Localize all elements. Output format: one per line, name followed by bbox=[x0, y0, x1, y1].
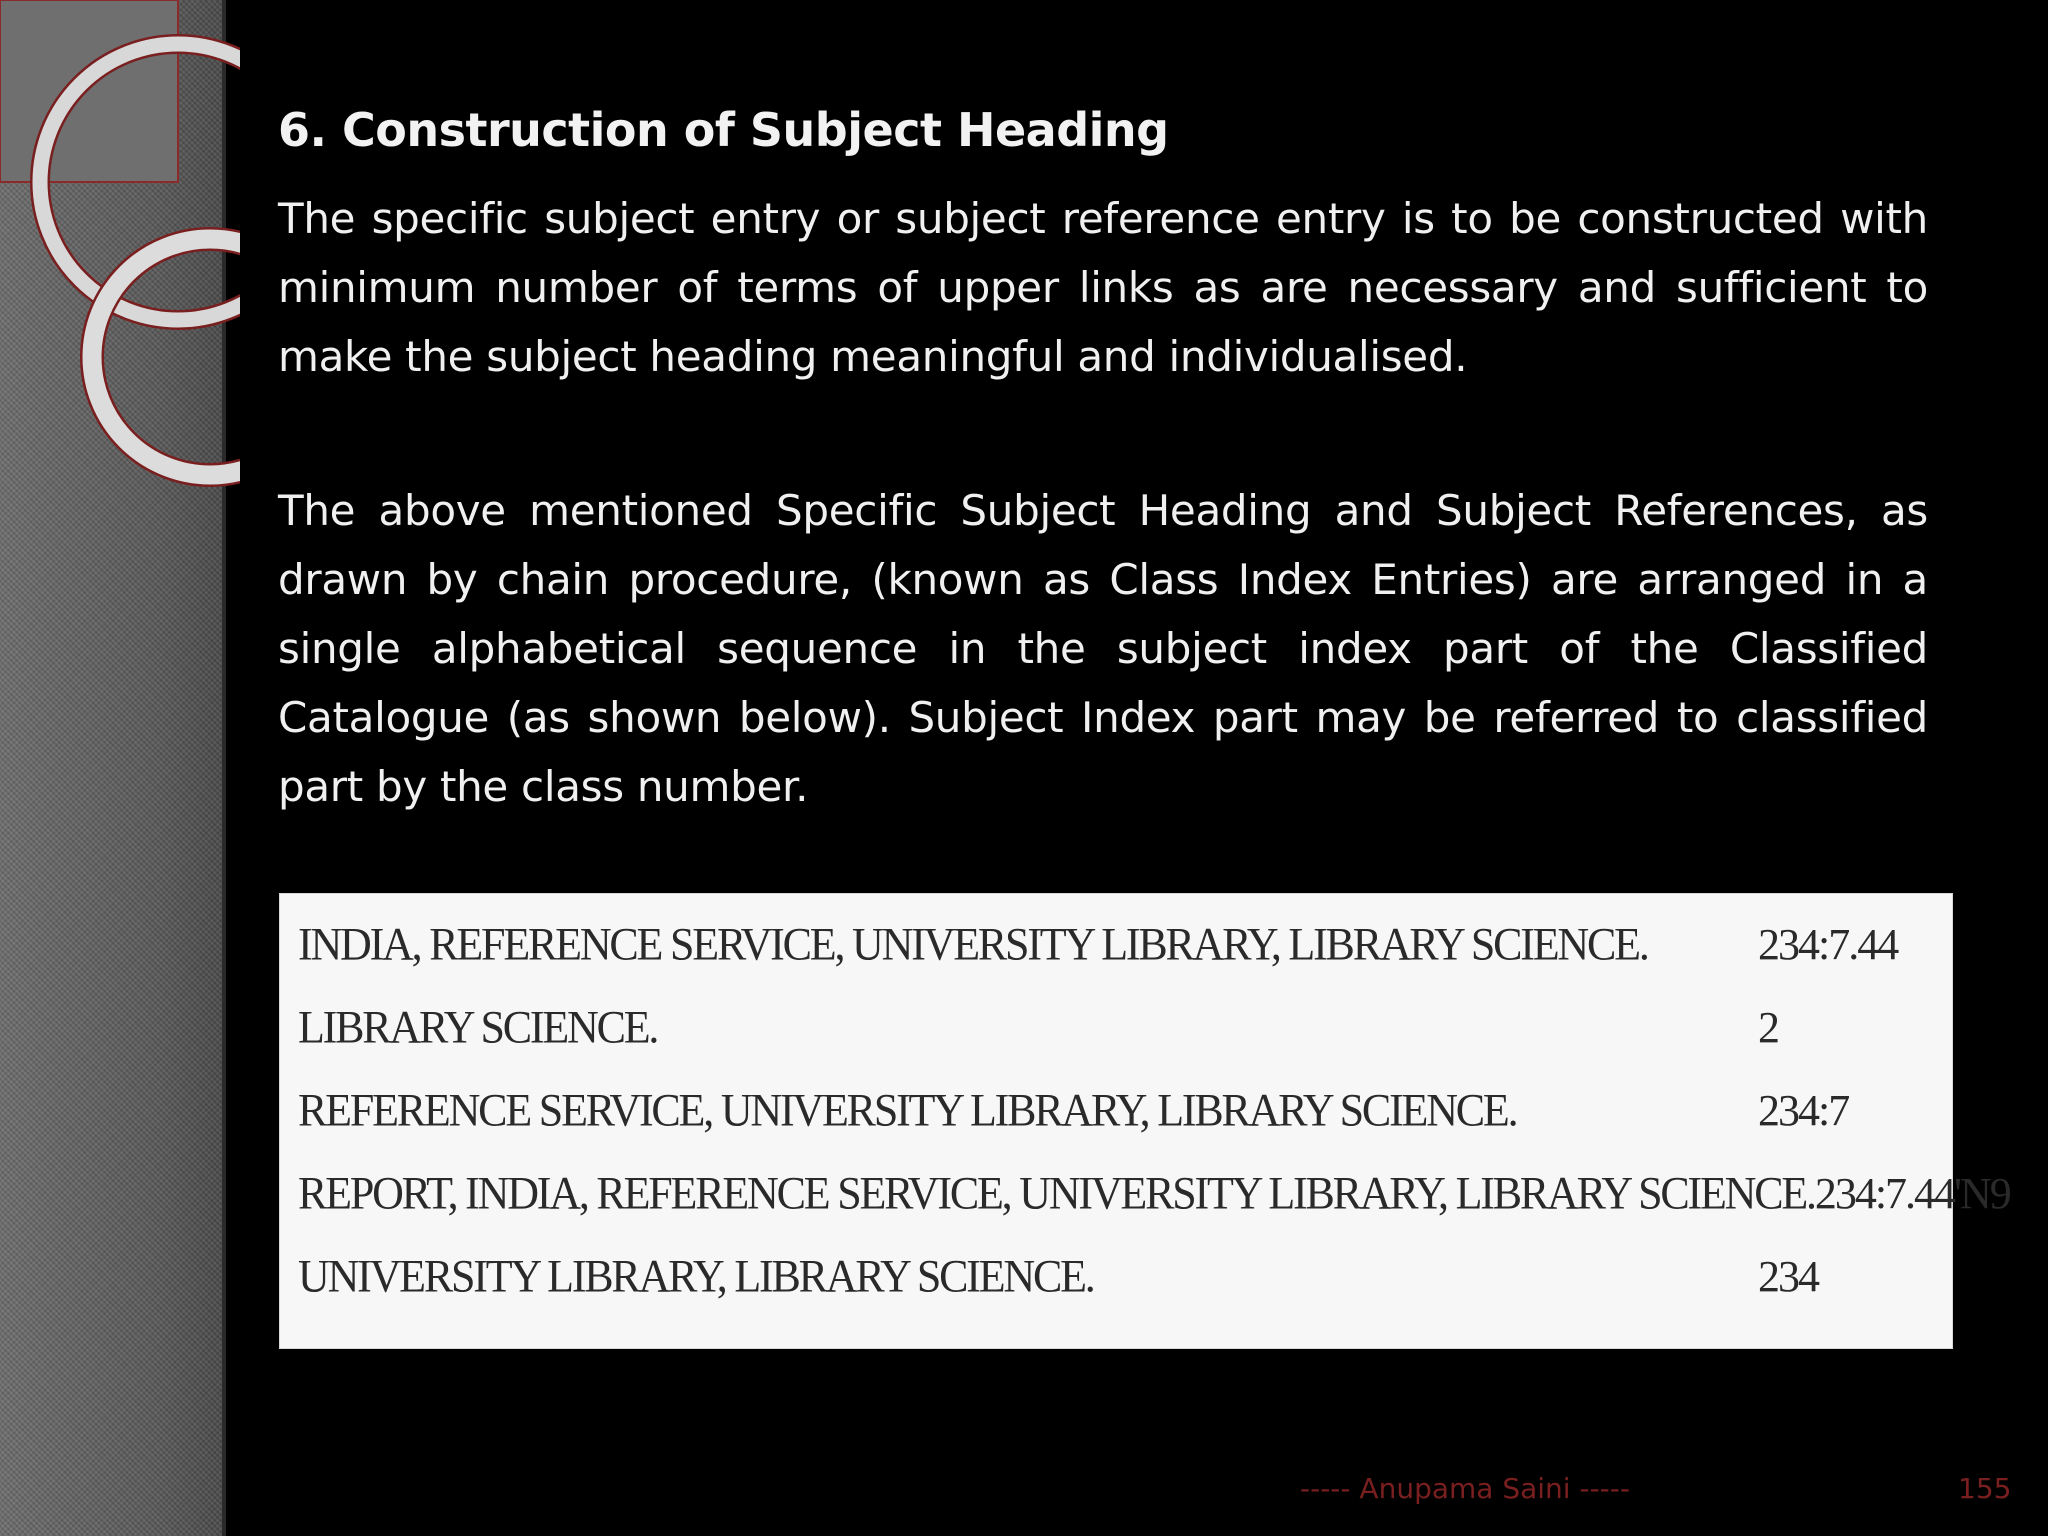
index-entry-heading: REFERENCE SERVICE, UNIVERSITY LIBRARY, LIBRARY SCIENCE. bbox=[298, 1084, 1517, 1136]
paragraph-class-index: The above mentioned Specific Subject Heading and Subject References, as drawn by chain procedure, (known as Class Index Entries) are arranged in a single alphabetical sequence in the subject index part of the Classified Catalogue (as shown below). Subject Index part may be referred to classified part by the class number. bbox=[278, 486, 1928, 811]
index-entry bbox=[298, 1246, 1938, 1306]
decorative-rings-icon bbox=[0, 0, 240, 500]
page-number: 155 bbox=[1958, 1472, 2012, 1505]
index-entry bbox=[298, 1163, 2010, 1223]
index-entry-class-number: 2 bbox=[1758, 1002, 1778, 1052]
index-entry-class-number: 234:7.44 bbox=[1758, 919, 1898, 969]
index-entry-heading: INDIA, REFERENCE SERVICE, UNIVERSITY LIBRARY, LIBRARY SCIENCE. bbox=[298, 918, 1648, 970]
index-entry bbox=[298, 997, 1938, 1057]
index-entry bbox=[298, 914, 1938, 974]
index-entry-heading: REPORT, INDIA, REFERENCE SERVICE, UNIVERSITY LIBRARY, LIBRARY SCIENCE. bbox=[298, 1167, 1815, 1219]
subject-index-table bbox=[279, 893, 2010, 1349]
index-entry bbox=[298, 1080, 1938, 1140]
index-entry-class-number: 234 bbox=[1758, 1251, 1818, 1301]
index-entry-class-number: 234:7 bbox=[1758, 1085, 1849, 1135]
paragraph-construction: The specific subject entry or subject reference entry is to be constructed with minimum number of terms of upper links as are necessary and sufficient to make the subject heading meaningful and individualised. bbox=[278, 194, 1928, 381]
index-entry-heading: LIBRARY SCIENCE. bbox=[298, 1001, 658, 1053]
index-entry-heading: UNIVERSITY LIBRARY, LIBRARY SCIENCE. bbox=[298, 1250, 1094, 1302]
slide-heading: 6. Construction of Subject Heading bbox=[278, 103, 1169, 157]
index-entry-class-number: 234:7.44'N9 bbox=[1814, 1168, 2010, 1218]
footer-author: ----- Anupama Saini ----- bbox=[1300, 1472, 1630, 1505]
